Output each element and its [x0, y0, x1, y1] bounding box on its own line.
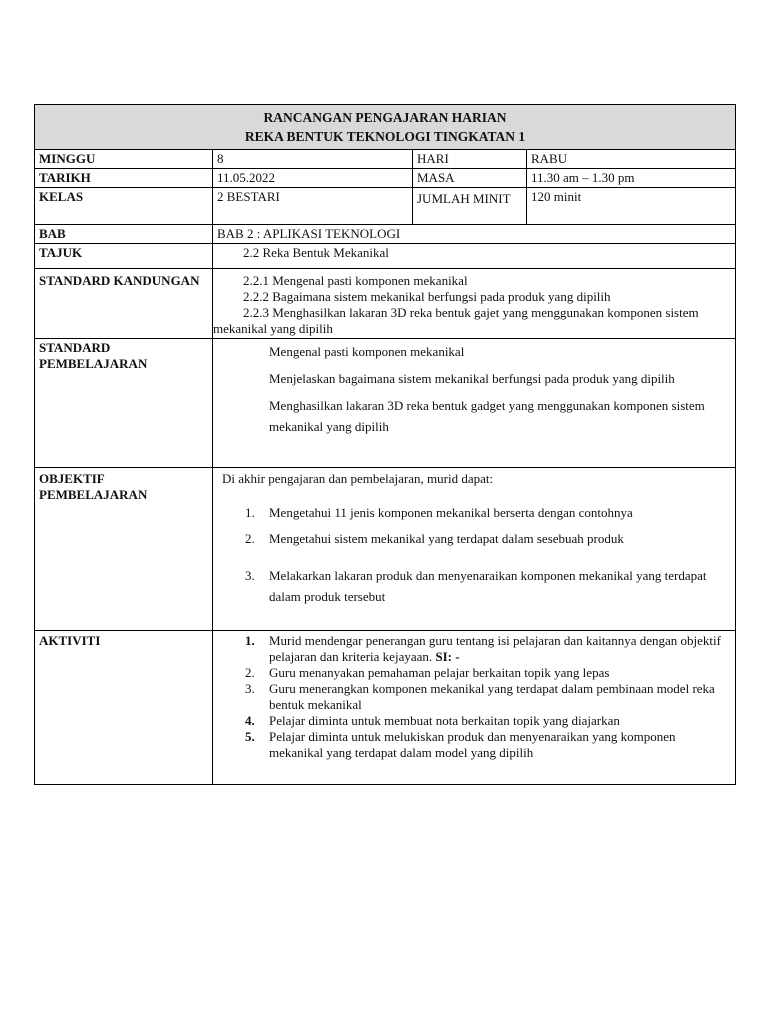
standard-kandungan-item: 2.2.1 Mengenal pasti komponen mekanikal	[243, 273, 468, 288]
list-number: 1.	[245, 633, 255, 648]
lesson-plan-table	[34, 104, 736, 785]
value-kelas: 2 BESTARI	[213, 188, 413, 225]
list-item	[217, 665, 731, 681]
label-standard-pembelajaran: STANDARD PEMBELAJARAN	[35, 339, 213, 468]
list-item	[217, 713, 731, 729]
list-extra: SI: -	[435, 649, 460, 664]
row-standard-kandungan	[35, 269, 736, 339]
list-text: Guru menerangkan komponen mekanikal yang terdapat dalam pembinaan model reka bentuk mekanikal	[269, 681, 715, 712]
row-aktiviti	[35, 631, 736, 785]
list-number: 2.	[245, 665, 255, 680]
list-text: Pelajar diminta untuk membuat nota berkaitan topik yang diajarkan	[269, 713, 620, 728]
aktiviti-content	[213, 631, 736, 785]
label-aktiviti: AKTIVITI	[35, 631, 213, 785]
objektif-content	[213, 468, 736, 631]
standard-pembelajaran-item: Mengenal pasti komponen mekanikal	[269, 344, 465, 359]
label-minggu: MINGGU	[35, 150, 213, 169]
standard-kandungan-list	[213, 269, 736, 339]
list-item	[217, 729, 731, 761]
value-tajuk: 2.2 Reka Bentuk Mekanikal	[213, 244, 736, 269]
standard-pembelajaran-list	[213, 339, 736, 468]
label-standard-kandungan: STANDARD KANDUNGAN	[35, 269, 213, 339]
value-tarikh: 11.05.2022	[213, 169, 413, 188]
value-hari: RABU	[527, 150, 736, 169]
label-tarikh: TARIKH	[35, 169, 213, 188]
table-header	[35, 105, 736, 150]
objektif-intro: Di akhir pengajaran dan pembelajaran, murid dapat:	[222, 471, 494, 486]
row-standard-pembelajaran	[35, 339, 736, 468]
list-text: Mengetahui sistem mekanikal yang terdapat dalam sesebuah produk	[269, 531, 624, 546]
list-text: Melakarkan lakaran produk dan menyenaraikan komponen mekanikal yang terdapat dalam produk tersebut	[269, 568, 707, 604]
standard-pembelajaran-item: Menjelaskan bagaimana sistem mekanikal berfungsi pada produk yang dipilih	[269, 371, 675, 386]
aktiviti-list	[217, 633, 731, 761]
row-tarikh	[35, 169, 736, 188]
list-number: 5.	[245, 729, 255, 744]
label-kelas: KELAS	[35, 188, 213, 225]
standard-kandungan-item: 2.2.2 Bagaimana sistem mekanikal berfungsi pada produk yang dipilih	[243, 289, 611, 304]
value-bab: BAB 2 : APLIKASI TEKNOLOGI	[213, 225, 736, 244]
header-row	[35, 105, 736, 150]
header-title: RANCANGAN PENGAJARAN HARIAN	[263, 110, 507, 125]
label-tajuk: TAJUK	[35, 244, 213, 269]
list-text: Murid mendengar penerangan guru tentang isi pelajaran dan kaitannya dengan objektif pelajaran dan kriteria kejayaan.	[269, 633, 721, 664]
list-item	[217, 633, 731, 665]
list-text: Pelajar diminta untuk melukiskan produk dan menyenaraikan yang komponen mekanikal yang terdapat dalam model yang dipilih	[269, 729, 676, 760]
list-number: 1.	[245, 505, 255, 520]
label-objektif: OBJEKTIF PEMBELAJARAN	[35, 468, 213, 631]
header-subtitle: REKA BENTUK TEKNOLOGI TINGKATAN 1	[244, 129, 526, 144]
label-bab: BAB	[35, 225, 213, 244]
list-text: Mengetahui 11 jenis komponen mekanikal berserta dengan contohnya	[269, 505, 633, 520]
row-bab	[35, 225, 736, 244]
list-item	[217, 565, 731, 607]
row-minggu	[35, 150, 736, 169]
row-tajuk	[35, 244, 736, 269]
list-item	[217, 505, 731, 521]
standard-kandungan-item: 2.2.3 Menghasilkan lakaran 3D reka bentuk gajet yang menggunakan komponen sistem mekanikal yang dipilih	[213, 305, 699, 336]
value-jumlah-minit: 120 minit	[527, 188, 736, 225]
list-number: 4.	[245, 713, 255, 728]
list-item	[217, 681, 731, 713]
row-kelas	[35, 188, 736, 225]
label-jumlah-minit: JUMLAH MINIT	[413, 188, 527, 225]
objektif-list	[217, 505, 731, 607]
list-number: 2.	[245, 531, 255, 546]
label-masa: MASA	[413, 169, 527, 188]
row-objektif	[35, 468, 736, 631]
list-number: 3.	[245, 681, 255, 696]
label-hari: HARI	[413, 150, 527, 169]
lesson-plan-sheet	[34, 104, 735, 785]
list-number: 3.	[245, 568, 255, 583]
list-item	[217, 531, 731, 547]
value-masa: 11.30 am – 1.30 pm	[527, 169, 736, 188]
standard-pembelajaran-item: Menghasilkan lakaran 3D reka bentuk gadget yang menggunakan komponen sistem mekanikal yang dipilih	[269, 398, 705, 434]
value-minggu: 8	[213, 150, 413, 169]
list-text: Guru menanyakan pemahaman pelajar berkaitan topik yang lepas	[269, 665, 610, 680]
